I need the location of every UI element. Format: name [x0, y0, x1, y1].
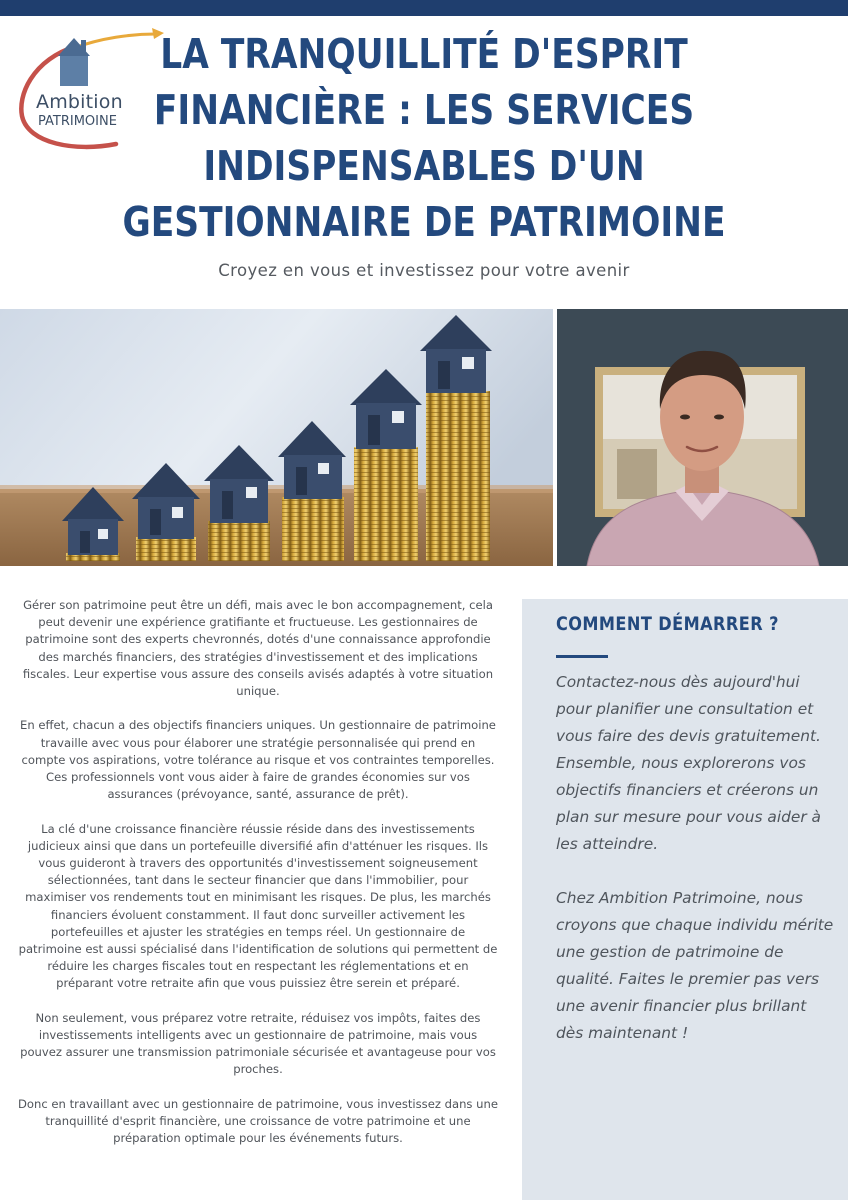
logo-tagline: PATRIMOINE	[38, 114, 117, 129]
how-to-start-sidebar	[522, 599, 848, 1200]
body-paragraph-2: En effet, chacun a des objectifs financiers uniques. Un gestionnaire de patrimoine travaille avec vous pour élaborer une stratégie personnalisée qui prend en compte vos aspirations, votre tolérance au risque et vos contraintes temporelles. Ces professionnels vont vous aider à faire de grandes économies sur vos assurances (prévoyance, santé, assurance de prêt).	[20, 718, 496, 802]
sidebar-paragraph-1: Contactez-nous dès aujourd'hui pour planifier une consultation et vous faire des devis gratuitement. Ensemble, nous explorerons vos objectifs financiers et créerons un plan sur mesure pour vous aider à les atteindre.	[556, 673, 821, 853]
body-paragraph-4: Non seulement, vous préparez votre retraite, réduisez vos impôts, faites des investissements intelligents avec un gestionnaire de patrimoine, mais vous pouvez assurer une transmission patrimoniale sécurisée et avantageuse pour vos proches.	[20, 1010, 496, 1077]
sidebar-body	[556, 669, 836, 1074]
article-body	[18, 597, 498, 1165]
sidebar-divider	[556, 655, 608, 658]
logo-name: Ambition	[36, 91, 123, 113]
body-paragraph-3: La clé d'une croissance financière réussie réside dans des investissements judicieux ainsi que dans un portefeuille diversifié afin d'atténuer les risques. Ils vous guideront à travers des opportunités d'investissement soigneusement sélectionnées, tant dans le secteur financier que dans l'immobilier, pour maximiser vos rendements tout en minimisant les risques. De plus, les marchés financiers évoluent constamment. Il faut donc surveiller activement les portefeuilles et ajuster les stratégies en temps réel. Un gestionnaire de patrimoine est aussi spécialisé dans l'identification de solutions qui permettent de réduire les charges fiscales tout en respectant les réglementations et en préparant votre retraite afin que vous puissiez être serein et préparé.	[18, 821, 498, 991]
page-subtitle: Croyez en vous et investissez pour votre avenir	[218, 261, 630, 280]
body-paragraph-1: Gérer son patrimoine peut être un défi, mais avec le bon accompagnement, cela peut devenir une expérience gratifiante et fructueuse. Les gestionnaires de patrimoine sont des experts chevronnés, dotés d'une connaissance approfondie des marchés financiers, des stratégies d'investissement et des implications fiscales. Leur expertise vous assure des conseils avisés adaptés à votre situation unique.	[22, 598, 494, 699]
sidebar-title: COMMENT DÉMARRER ?	[556, 613, 779, 635]
page-title: LA TRANQUILLITÉ D'ESPRIT FINANCIÈRE : LES SERVICES INDISPENSABLES D'UN GESTIONNAIRE DE PATRIMOINE	[122, 30, 726, 246]
advisor-portrait-image	[557, 309, 848, 566]
top-bar	[0, 0, 848, 16]
sidebar-paragraph-2: Chez Ambition Patrimoine, nous croyons que chaque individu mérite une gestion de patrimoine de qualité. Faites le premier pas vers une avenir financier plus brillant dès maintenant !	[556, 889, 834, 1042]
houses-on-coins-image	[0, 309, 553, 566]
body-paragraph-5: Donc en travaillant avec un gestionnaire de patrimoine, vous investissez dans une tranquillité d'esprit financière, une croissance de votre patrimoine et une préparation optimale pour les événements futurs.	[18, 1096, 498, 1146]
